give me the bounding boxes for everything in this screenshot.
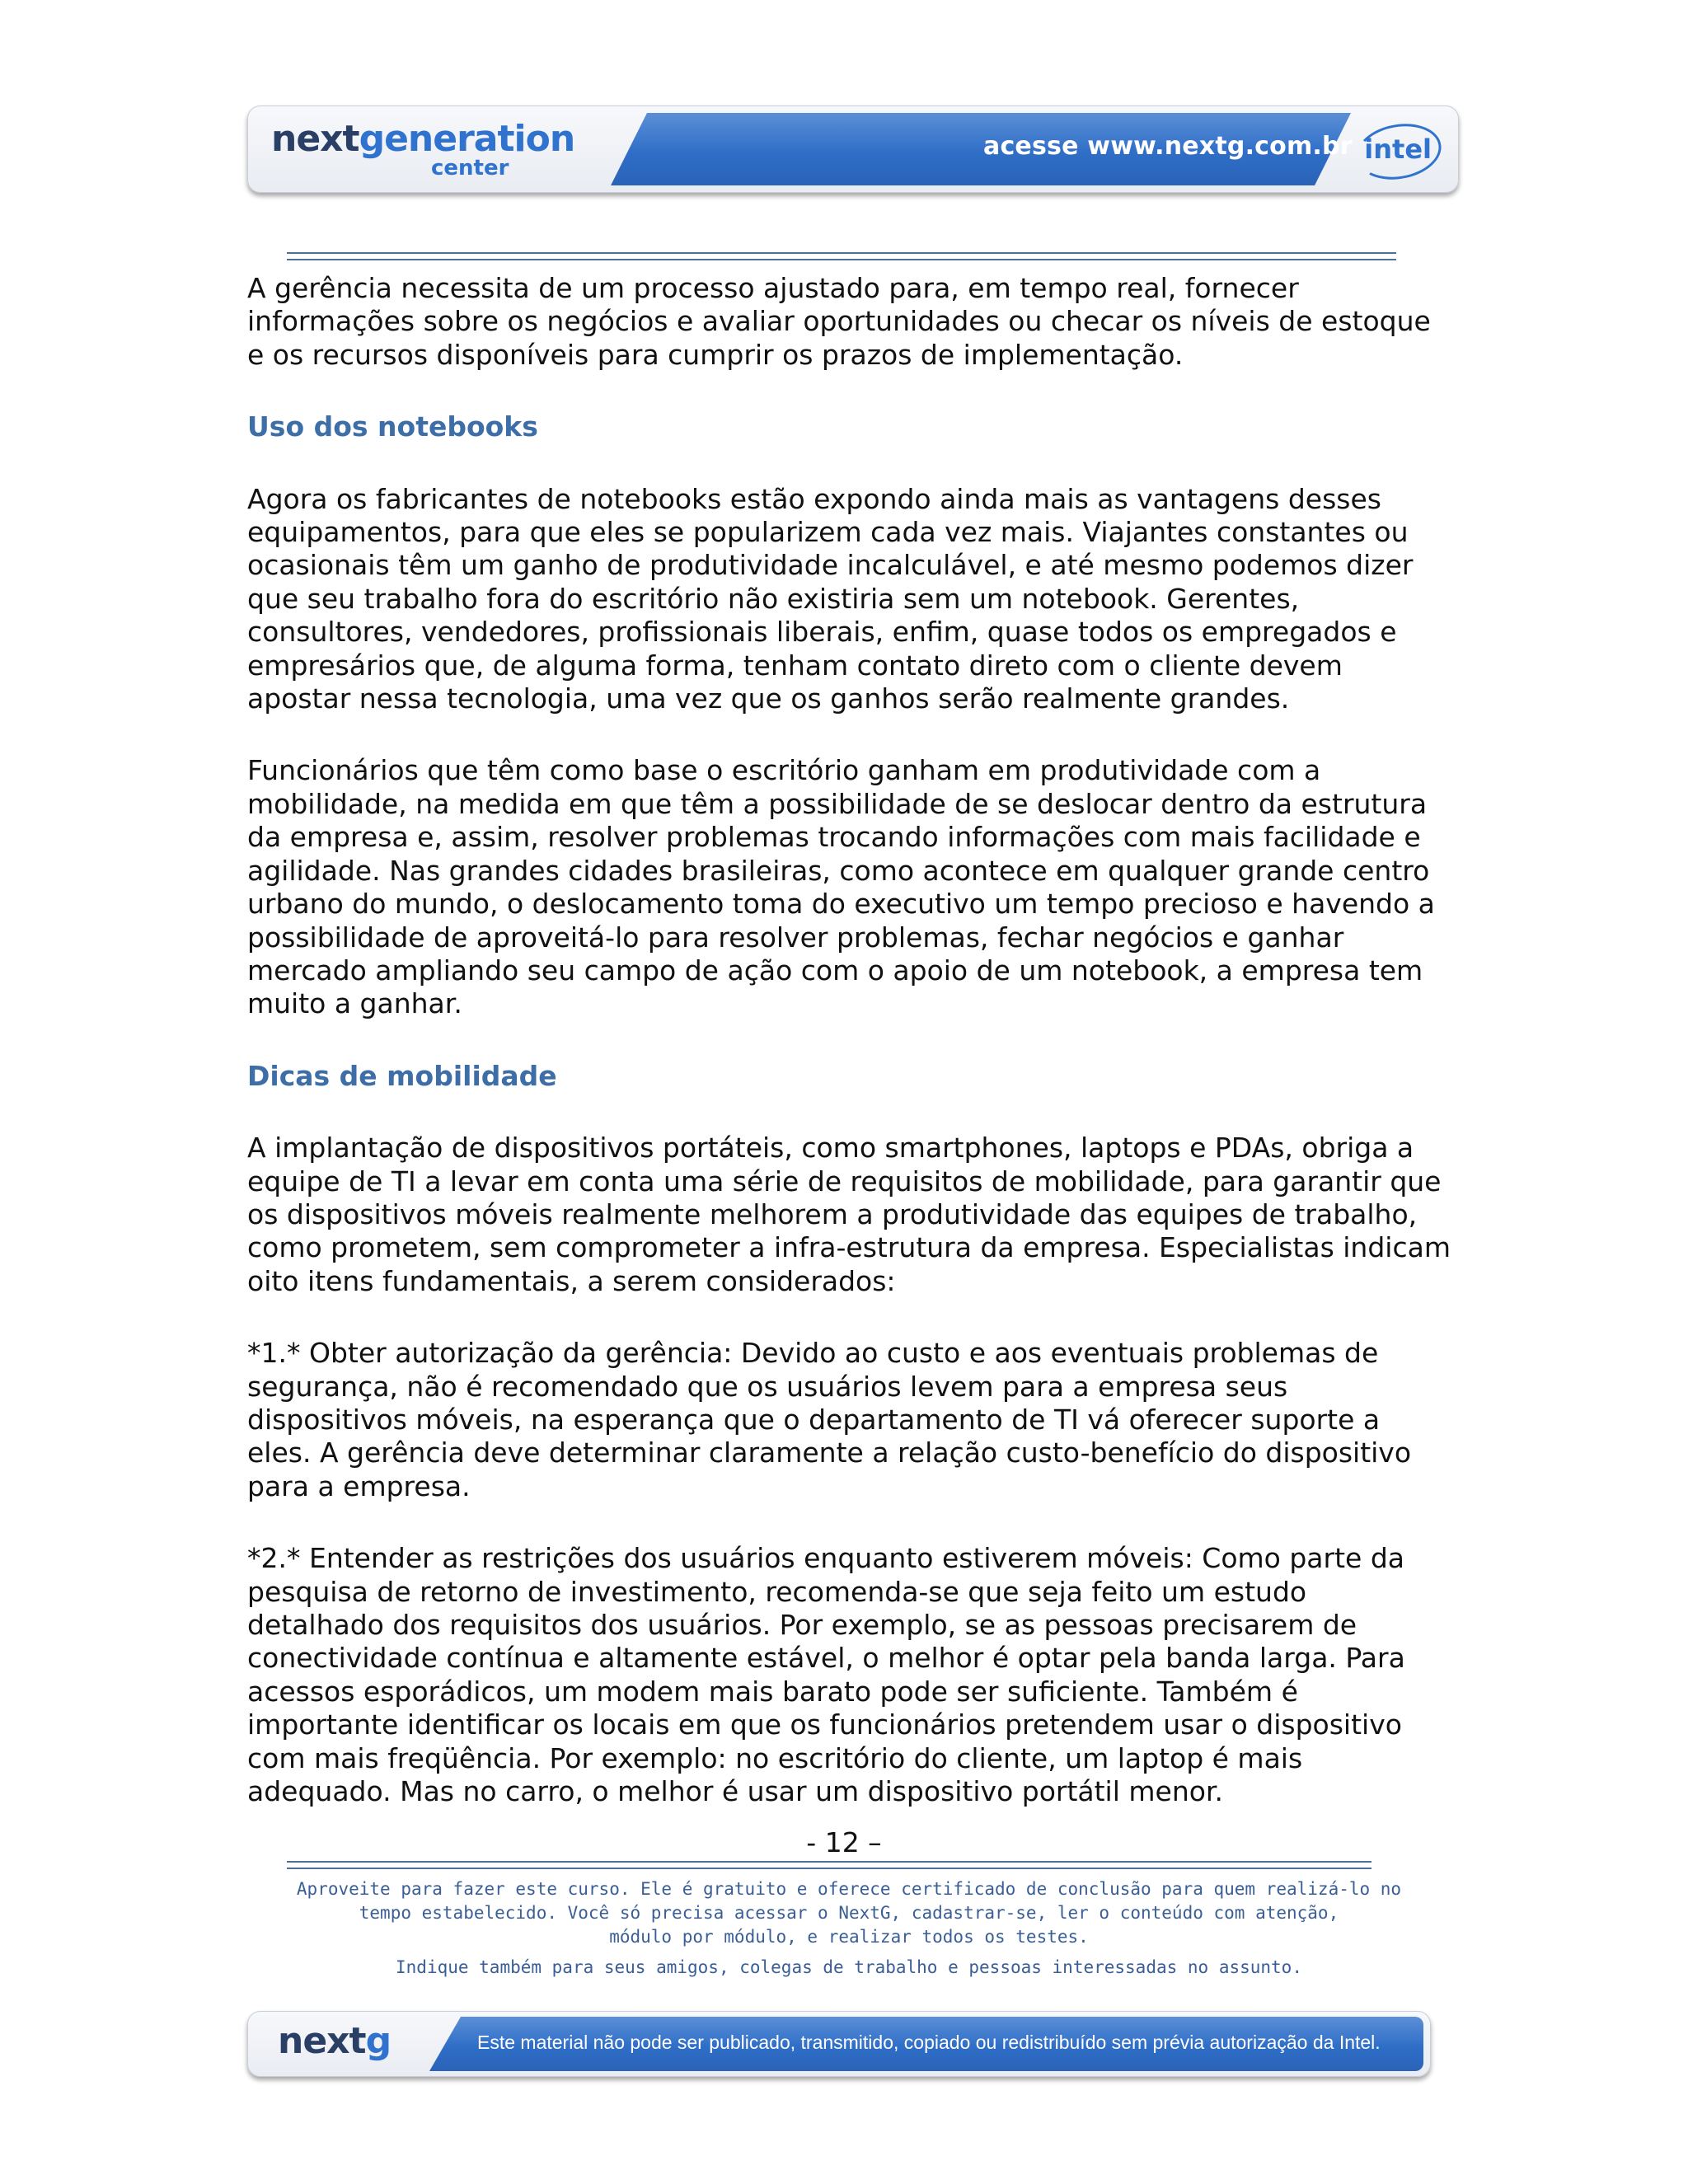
nextg-logo-accent: g: [365, 2020, 392, 2062]
footer-divider: [287, 1861, 1372, 1869]
nextgeneration-logo: [271, 118, 575, 160]
nextg-logo: [278, 2020, 392, 2062]
header-divider: [287, 252, 1396, 260]
copyright-disclaimer: Este material não pode ser publicado, transmitido, copiado ou redistribuído sem prévia autorização da Intel.: [477, 2032, 1381, 2053]
notebooks-paragraph-1: Agora os fabricantes de notebooks estão expondo ainda mais as vantagens desses equipamentos, para que eles se popularizem cada vez mais. Viajantes constantes ou ocasionais têm um ganho de produtividade incalculável, e até mesmo podemos dizer que seu trabalho fora do escritório não existiria sem um notebook. Gerentes, consultores, vendedores, profissionais liberais, enfim, quase todos os empregados e empresários que, de alguma forma, tenham contato direto com o cliente devem apostar nessa tecnologia, uma vez que os ganhos serão realmente grandes.: [247, 482, 1414, 715]
course-notice: [272, 1877, 1426, 1980]
intel-logo: intel: [1364, 134, 1432, 165]
header-url-text: acesse www.nextg.com.br: [983, 132, 1353, 161]
logo-main-text: next: [271, 118, 359, 160]
notice-line-4: Indique também para seus amigos, colegas de trabalho e pessoas interessadas no assunto.: [396, 1957, 1302, 1977]
intro-paragraph: A gerência necessita de um processo ajustado para, em tempo real, fornecer informações sobre os negócios e avaliar oportunidades ou checar os níveis de estoque e os recursos disponíveis para cumprir os prazos de implementação.: [247, 272, 1431, 371]
header-banner: [247, 105, 1459, 193]
page-number: - 12 –: [806, 1826, 882, 1858]
notice-line-1: Aproveite para fazer este curso. Ele é gratuito e oferece certificado de conclusão para quem realizá-lo no: [296, 1879, 1402, 1899]
section-heading-notebooks: Uso dos notebooks: [247, 410, 538, 443]
notebooks-paragraph-2: Funcionários que têm como base o escritório ganham em produtividade com a mobilidade, na medida em que têm a possibilidade de se deslocar dentro da estrutura da empresa e, assim, resolver problemas trocando informações com mais facilidade e agilidade. Nas grandes cidades brasileiras, como acontece em qualquer grande centro urbano do mundo, o deslocamento toma do executivo um tempo precioso e havendo a possibilidade de aproveitá-lo para resolver problemas, fechar negócios e ganhar mercado ampliando seu campo de ação com o apoio de um notebook, a empresa tem muito a ganhar.: [247, 754, 1435, 1020]
logo-sub-text: center: [431, 156, 509, 180]
notice-line-2: tempo estabelecido. Você só precisa acessar o NextG, cadastrar-se, ler o conteúdo com atenção,: [359, 1903, 1339, 1923]
tip-2-paragraph: *2.* Entender as restrições dos usuários enquanto estiverem móveis: Como parte da pesquisa de retorno de investimento, recomenda-se que seja feito um estudo detalhado dos requisitos dos usuários. Por exemplo, se as pessoas precisarem de conectividade contínua e altamente estável, o melhor é optar pela banda larga. Para acessos esporádicos, um modem mais barato pode ser suficiente. Também é importante identificar os locais em que os funcionários pretendem usar o dispositivo com mais freqüência. Por exemplo: no escritório do cliente, um laptop é mais adequado. Mas no carro, o melhor é usar um dispositivo portátil menor.: [247, 1542, 1405, 1808]
document-body: [247, 272, 1451, 1847]
notice-line-3: módulo por módulo, e realizar todos os testes.: [609, 1927, 1089, 1947]
tip-1-paragraph: *1.* Obter autorização da gerência: Devido ao custo e aos eventuais problemas de segurança, não é recomendado que os usuários levem para a empresa seus dispositivos móveis, na esperança que o departamento de TI vá oferecer suporte a eles. A gerência deve determinar claramente a relação custo-benefício do dispositivo para a empresa.: [247, 1337, 1412, 1502]
mobility-paragraph: A implantação de dispositivos portáteis, como smartphones, laptops e PDAs, obriga a equipe de TI a levar em conta uma série de requisitos de mobilidade, para garantir que os dispositivos móveis realmente melhorem a produtividade das equipes de trabalho, como prometem, sem comprometer a infra-estrutura da empresa. Especialistas indicam oito itens fundamentais, a serem considerados:: [247, 1132, 1451, 1297]
nextg-logo-main: next: [278, 2020, 366, 2062]
footer-banner: [247, 2011, 1431, 2077]
section-heading-mobility: Dicas de mobilidade: [247, 1059, 557, 1092]
logo-accent-text: generation: [359, 118, 575, 160]
